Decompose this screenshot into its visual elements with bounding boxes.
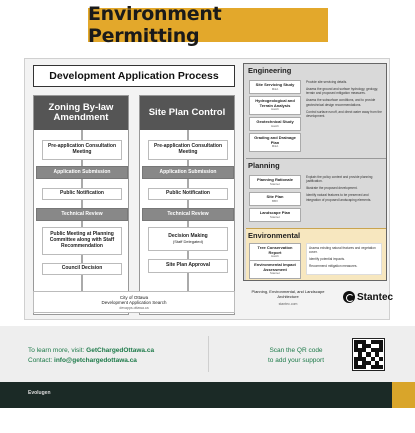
zoning-column [33,95,129,315]
city-search-box [33,291,235,313]
engineering-item: Site Servicing Study M&A [249,80,301,94]
contact-info [28,346,154,366]
city-name: City of Ottawa [119,295,149,300]
zoning-step: Technical Review [36,208,128,221]
zoning-step: Application Submission [36,166,128,179]
stantec-logo [343,291,393,303]
learn-prefix: To learn more, visit: [28,347,87,354]
site-plan-step: Application Submission [142,166,234,179]
zoning-step: Public Notification [42,188,122,200]
site-plan-column [139,95,235,315]
info-band [0,326,415,382]
site-plan-header: Site Plan Control [140,96,234,130]
environmental-section [246,228,386,280]
engineering-item: Geotechnical Study Hatch [249,117,301,131]
email-link[interactable]: info@getchargedottawa.ca [54,356,137,364]
engineering-item: Hydrogeological and Terrain Analysis Hatch [249,96,301,115]
bottom-accent [392,382,415,408]
decision-making-label: Decision Making [168,232,208,239]
zoning-header: Zoning By-law Amendment [34,96,128,130]
search-label: Development Application Search [101,300,167,306]
site-plan-step [148,227,228,251]
devapps-link[interactable]: devapps.ottawa.ca [119,305,149,310]
stantec-mark-icon [343,291,355,303]
planning-item: Landscape Plan Stantec [249,208,301,222]
divider [208,336,209,372]
engineering-item: Grading and Drainage Plan M&A [249,133,301,152]
planning-item: Site Plan BBV [249,192,301,206]
qr-line-2: to add your support [268,356,325,364]
process-poster [24,58,394,320]
stantec-services: Planning, Environmental, and Landscape Architecture [251,289,325,299]
page-title: Environment Permitting [88,3,222,47]
qr-code-icon[interactable] [352,338,385,371]
site-plan-step: Public Notification [148,188,228,200]
evolugen-logo: Evolugen [28,390,51,396]
engineering-descriptions: Provide site servicing details. Assess the ground and surface hydrology, geology, terrain and proposed mitigation measures. Assess the subsurface conditions, and to provide geotechnical design recommendations. Control surface runoff, and direct water away from the development. [306,80,382,118]
studies-panel [243,63,387,281]
title-banner [88,3,328,47]
zoning-step: Public Meeting at Planning Committee along with Staff Recommendation [42,227,122,255]
contact-prefix: Contact: [28,356,55,364]
environmental-item: Tree Conservation Report Hatch [249,243,301,262]
dap-title: Development Application Process [49,70,219,82]
planning-title: Planning [248,161,280,170]
qr-prompt [268,346,324,366]
stantec-wordmark: Stantec [357,291,394,303]
zoning-step: Pre-application Consultation Meeting [42,140,122,160]
decision-making-sub: (Staff Delegated) [172,238,204,244]
planning-descriptions: Explain the policy context and provide planning justification. Illustrate the proposed development. Identify natural features to be preserved and integration of proposed landscaping elements. [306,175,373,202]
qr-line-1: Scan the QR code [269,347,323,354]
site-plan-step: Technical Review [142,208,234,221]
planning-item: Planning Rationale Stantec [249,175,301,189]
stantec-link[interactable]: stantec.com [278,301,298,306]
environmental-item: Environmental Impact Assessment Stantec [249,260,301,279]
environmental-title: Environmental [248,231,301,240]
website-link[interactable]: GetChargedOttawa.ca [86,347,155,354]
stantec-credit [243,287,333,315]
engineering-title: Engineering [248,66,292,75]
environmental-descriptions: Assess existing natural features and vegetation cover. Identify potential impacts. Recommend mitigation measures. [306,243,382,275]
zoning-step: Council Decision [42,263,122,275]
bottom-bar [0,382,415,408]
dap-header [33,65,235,87]
engineering-section [246,64,386,156]
site-plan-step: Pre-application Consultation Meeting [148,140,228,160]
planning-section [246,158,386,226]
site-plan-step: Site Plan Approval [148,259,228,273]
